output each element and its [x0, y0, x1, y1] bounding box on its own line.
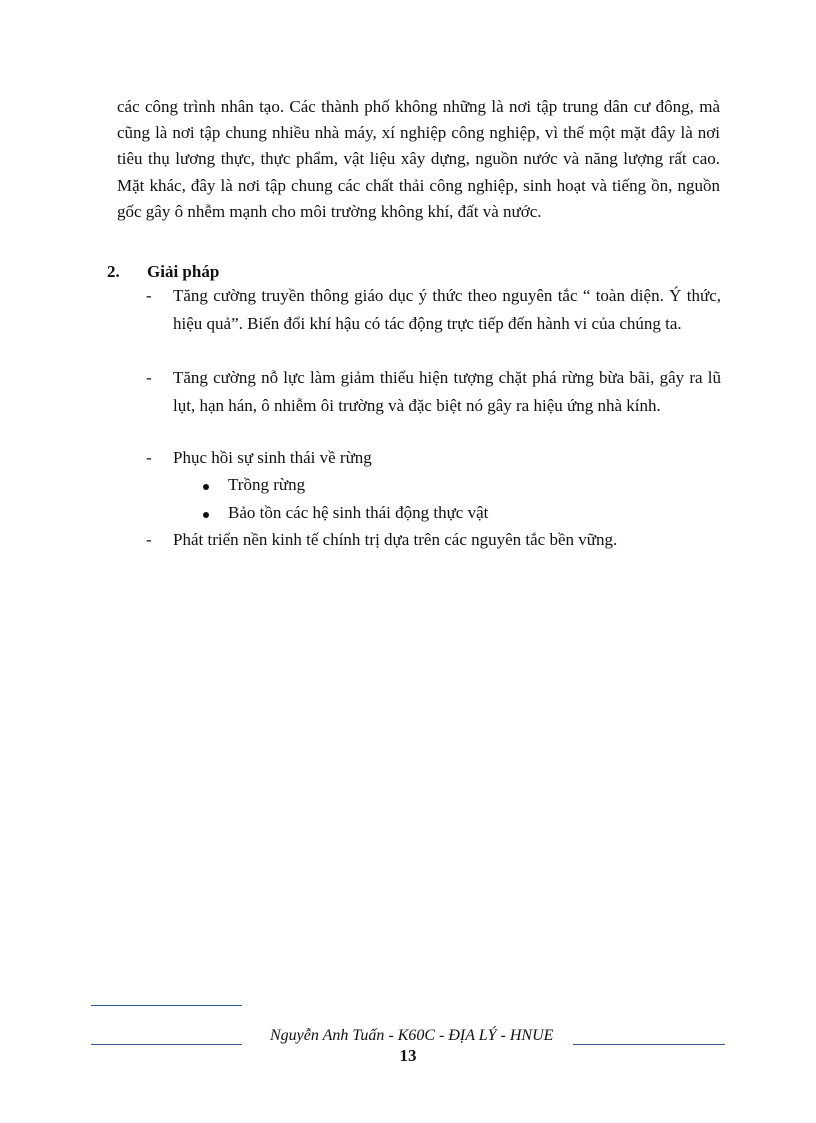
sub-list-item: [203, 501, 488, 525]
page-number: 13: [399, 1046, 417, 1065]
body-paragraph: các công trình nhân tạo. Các thành phố không những là nơi tập trung dân cư đông, mà cũng là nơi tập chung nhiều nhà máy, xí nghiệp công nghiệp, vì thế một mặt đây là nơi tiêu thụ lương thực, thực phẩm, vật liệu xây dựng, nguồn nước và năng lượng rất cao. Mặt khác, đây là nơi tập chung các chất thải công nghiệp, sinh hoạt và tiếng ồn, nguồn gốc gây ô nhễm mạnh cho môi trường không khí, đất và nước.: [117, 97, 720, 221]
list-item: [146, 444, 721, 472]
list-item: [146, 364, 721, 419]
sub-list-item: [203, 473, 305, 497]
list-item-text: Phục hồi sự sinh thái về rừng: [173, 448, 372, 467]
footnote-separator: [91, 1005, 242, 1006]
section-heading: [107, 260, 219, 284]
list-marker: -: [146, 368, 152, 387]
list-item-text: Phát triển nền kinh tế chính trị dựa trên các nguyên tắc bền vững.: [173, 530, 618, 549]
list-marker: -: [146, 286, 152, 305]
sub-list-item-text: Bảo tồn các hệ sinh thái động thực vật: [228, 503, 489, 522]
list-item-text: Tăng cường nỗ lực làm giảm thiểu hiện tượng chặt phá rừng bừa bãi, gây ra lũ lụt, hạn hán, ô nhiễm ôi trường và đặc biệt nó gây ra hiệu ứng nhà kính.: [173, 368, 721, 415]
list-marker: -: [146, 448, 152, 467]
bullet-icon: [203, 512, 209, 518]
list-item: [146, 526, 721, 554]
list-item-text: Tăng cường truyền thông giáo dục ý thức theo nguyên tắc “ toàn diện. Ý thức, hiệu quả”. Biến đổi khí hậu có tác động trực tiếp đến hành vi của chúng ta.: [173, 286, 721, 333]
section-title: Giải pháp: [147, 262, 220, 281]
section-number: 2.: [107, 262, 120, 281]
bullet-icon: [203, 484, 209, 490]
list-marker: -: [146, 530, 152, 549]
list-item: [146, 282, 721, 337]
sub-list-item-text: Trồng rừng: [228, 475, 306, 494]
footer-author: Nguyễn Anh Tuấn - K60C - ĐỊA LÝ - HNUE: [270, 1027, 554, 1044]
